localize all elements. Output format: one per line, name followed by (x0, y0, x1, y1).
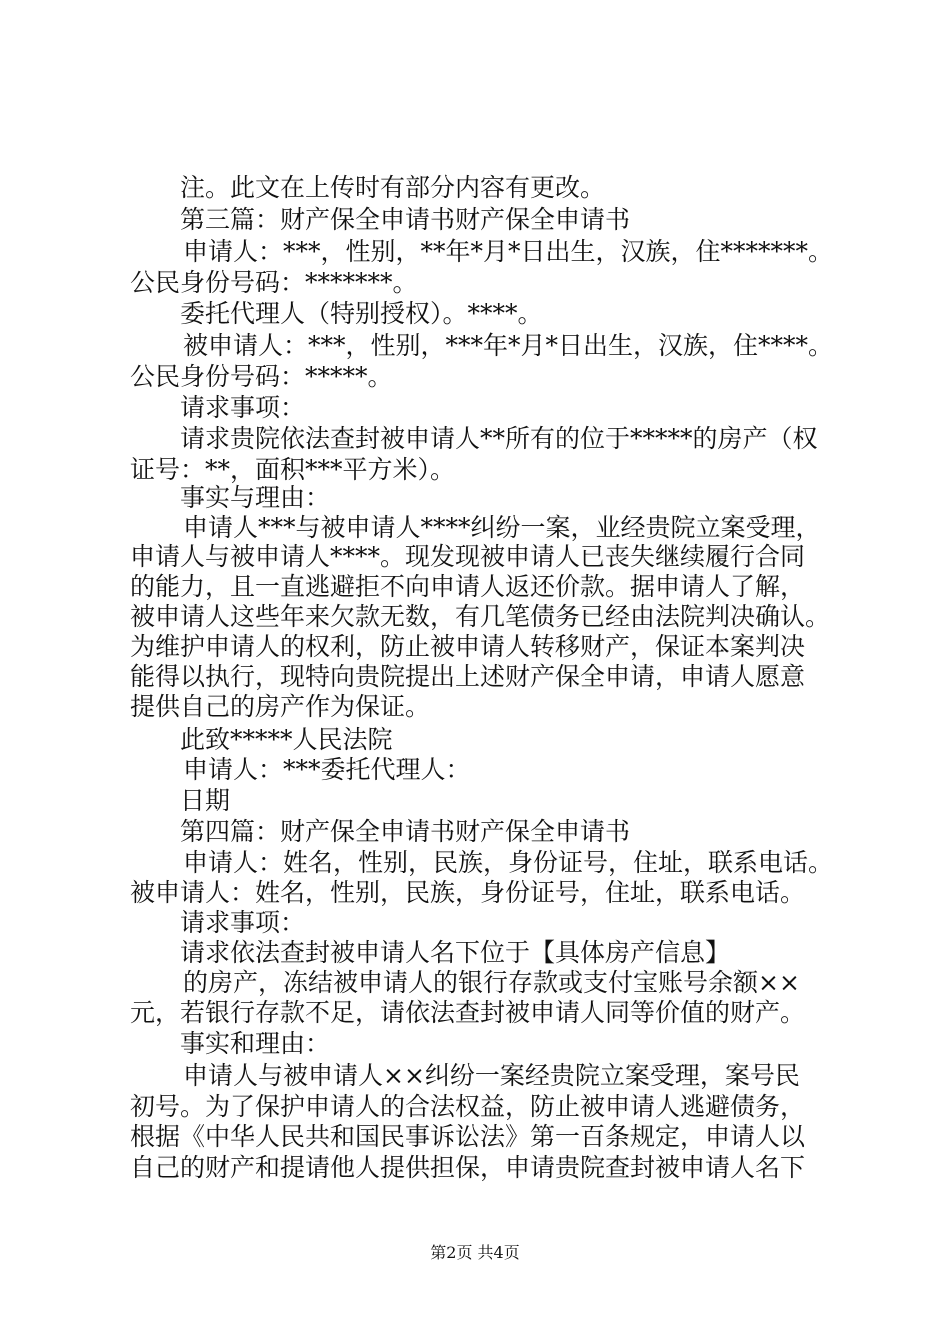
text-line: 此致*****人民法院 (180, 725, 393, 754)
text-line: 请求依法查封被申请人名下位于【具体房产信息】 (180, 938, 731, 967)
page-footer: 第2页 共4页 (430, 1243, 520, 1262)
text-line: 提供自己的房产作为保证。 (130, 692, 431, 721)
text-line: 被申请人：姓名，性别，民族，身份证号，住址，联系电话。 (130, 878, 806, 907)
text-line: 申请人：***，性别，**年*月*日出生，汉族，住*******。 (183, 237, 834, 266)
text-line: 申请人与被申请人××纠纷一案经贵院立案受理，案号民 (183, 1061, 800, 1090)
text-line: 的能力，且一直逃避拒不向申请人返还价款。据申请人了解， (130, 572, 806, 601)
text-line: 申请人：***委托代理人： (183, 755, 471, 784)
text-line: 被申请人：***，性别，***年*月*日出生，汉族，住****。 (183, 331, 834, 360)
text-line: 元，若银行存款不足，请依法查封被申请人同等价值的财产。 (130, 998, 806, 1027)
text-line: 的房产，冻结被申请人的银行存款或支付宝账号余额×× (183, 968, 800, 997)
text-line: 为维护申请人的权利，防止被申请人转移财产，保证本案判决 (130, 632, 806, 661)
text-line: 初号。为了保护申请人的合法权益，防止被申请人逃避债务， (130, 1092, 806, 1121)
text-line: 公民身份号码：*****。 (130, 362, 393, 391)
text-line: 申请人：姓名，性别，民族，身份证号，住址，联系电话。 (183, 848, 834, 877)
text-line: 自己的财产和提请他人提供担保，申请贵院查封被申请人名下 (130, 1153, 806, 1182)
text-line: 证号：**，面积***平方米）。 (130, 455, 456, 484)
text-line: 注。此文在上传时有部分内容有更改。 (180, 173, 606, 202)
text-line: 根据《中华人民共和国民事诉讼法》第一百条规定，申请人以 (130, 1122, 806, 1151)
text-line: 请求事项： (180, 393, 306, 422)
text-line: 事实和理由： (180, 1029, 331, 1058)
text-line: 能得以执行，现特向贵院提出上述财产保全申请，申请人愿意 (130, 662, 806, 691)
text-line: 申请人与被申请人****。现发现被申请人已丧失继续履行合同 (130, 542, 806, 571)
text-line: 公民身份号码：*******。 (130, 268, 418, 297)
section-heading: 第三篇：财产保全申请书财产保全申请书 (180, 205, 631, 234)
text-line: 请求贵院依法查封被申请人**所有的位于*****的房产（权 (180, 424, 818, 453)
text-line: 被申请人这些年来欠款无数，有几笔债务已经由法院判决确认。 (130, 602, 831, 631)
text-line: 事实与理由： (180, 483, 331, 512)
text-line: 申请人***与被申请人****纠纷一案，业经贵院立案受理， (183, 513, 821, 542)
text-line: 日期 (180, 786, 231, 815)
text-line: 委托代理人（特别授权）。****。 (180, 299, 543, 328)
section-heading: 第四篇：财产保全申请书财产保全申请书 (180, 817, 631, 846)
text-line: 请求事项： (180, 908, 306, 937)
